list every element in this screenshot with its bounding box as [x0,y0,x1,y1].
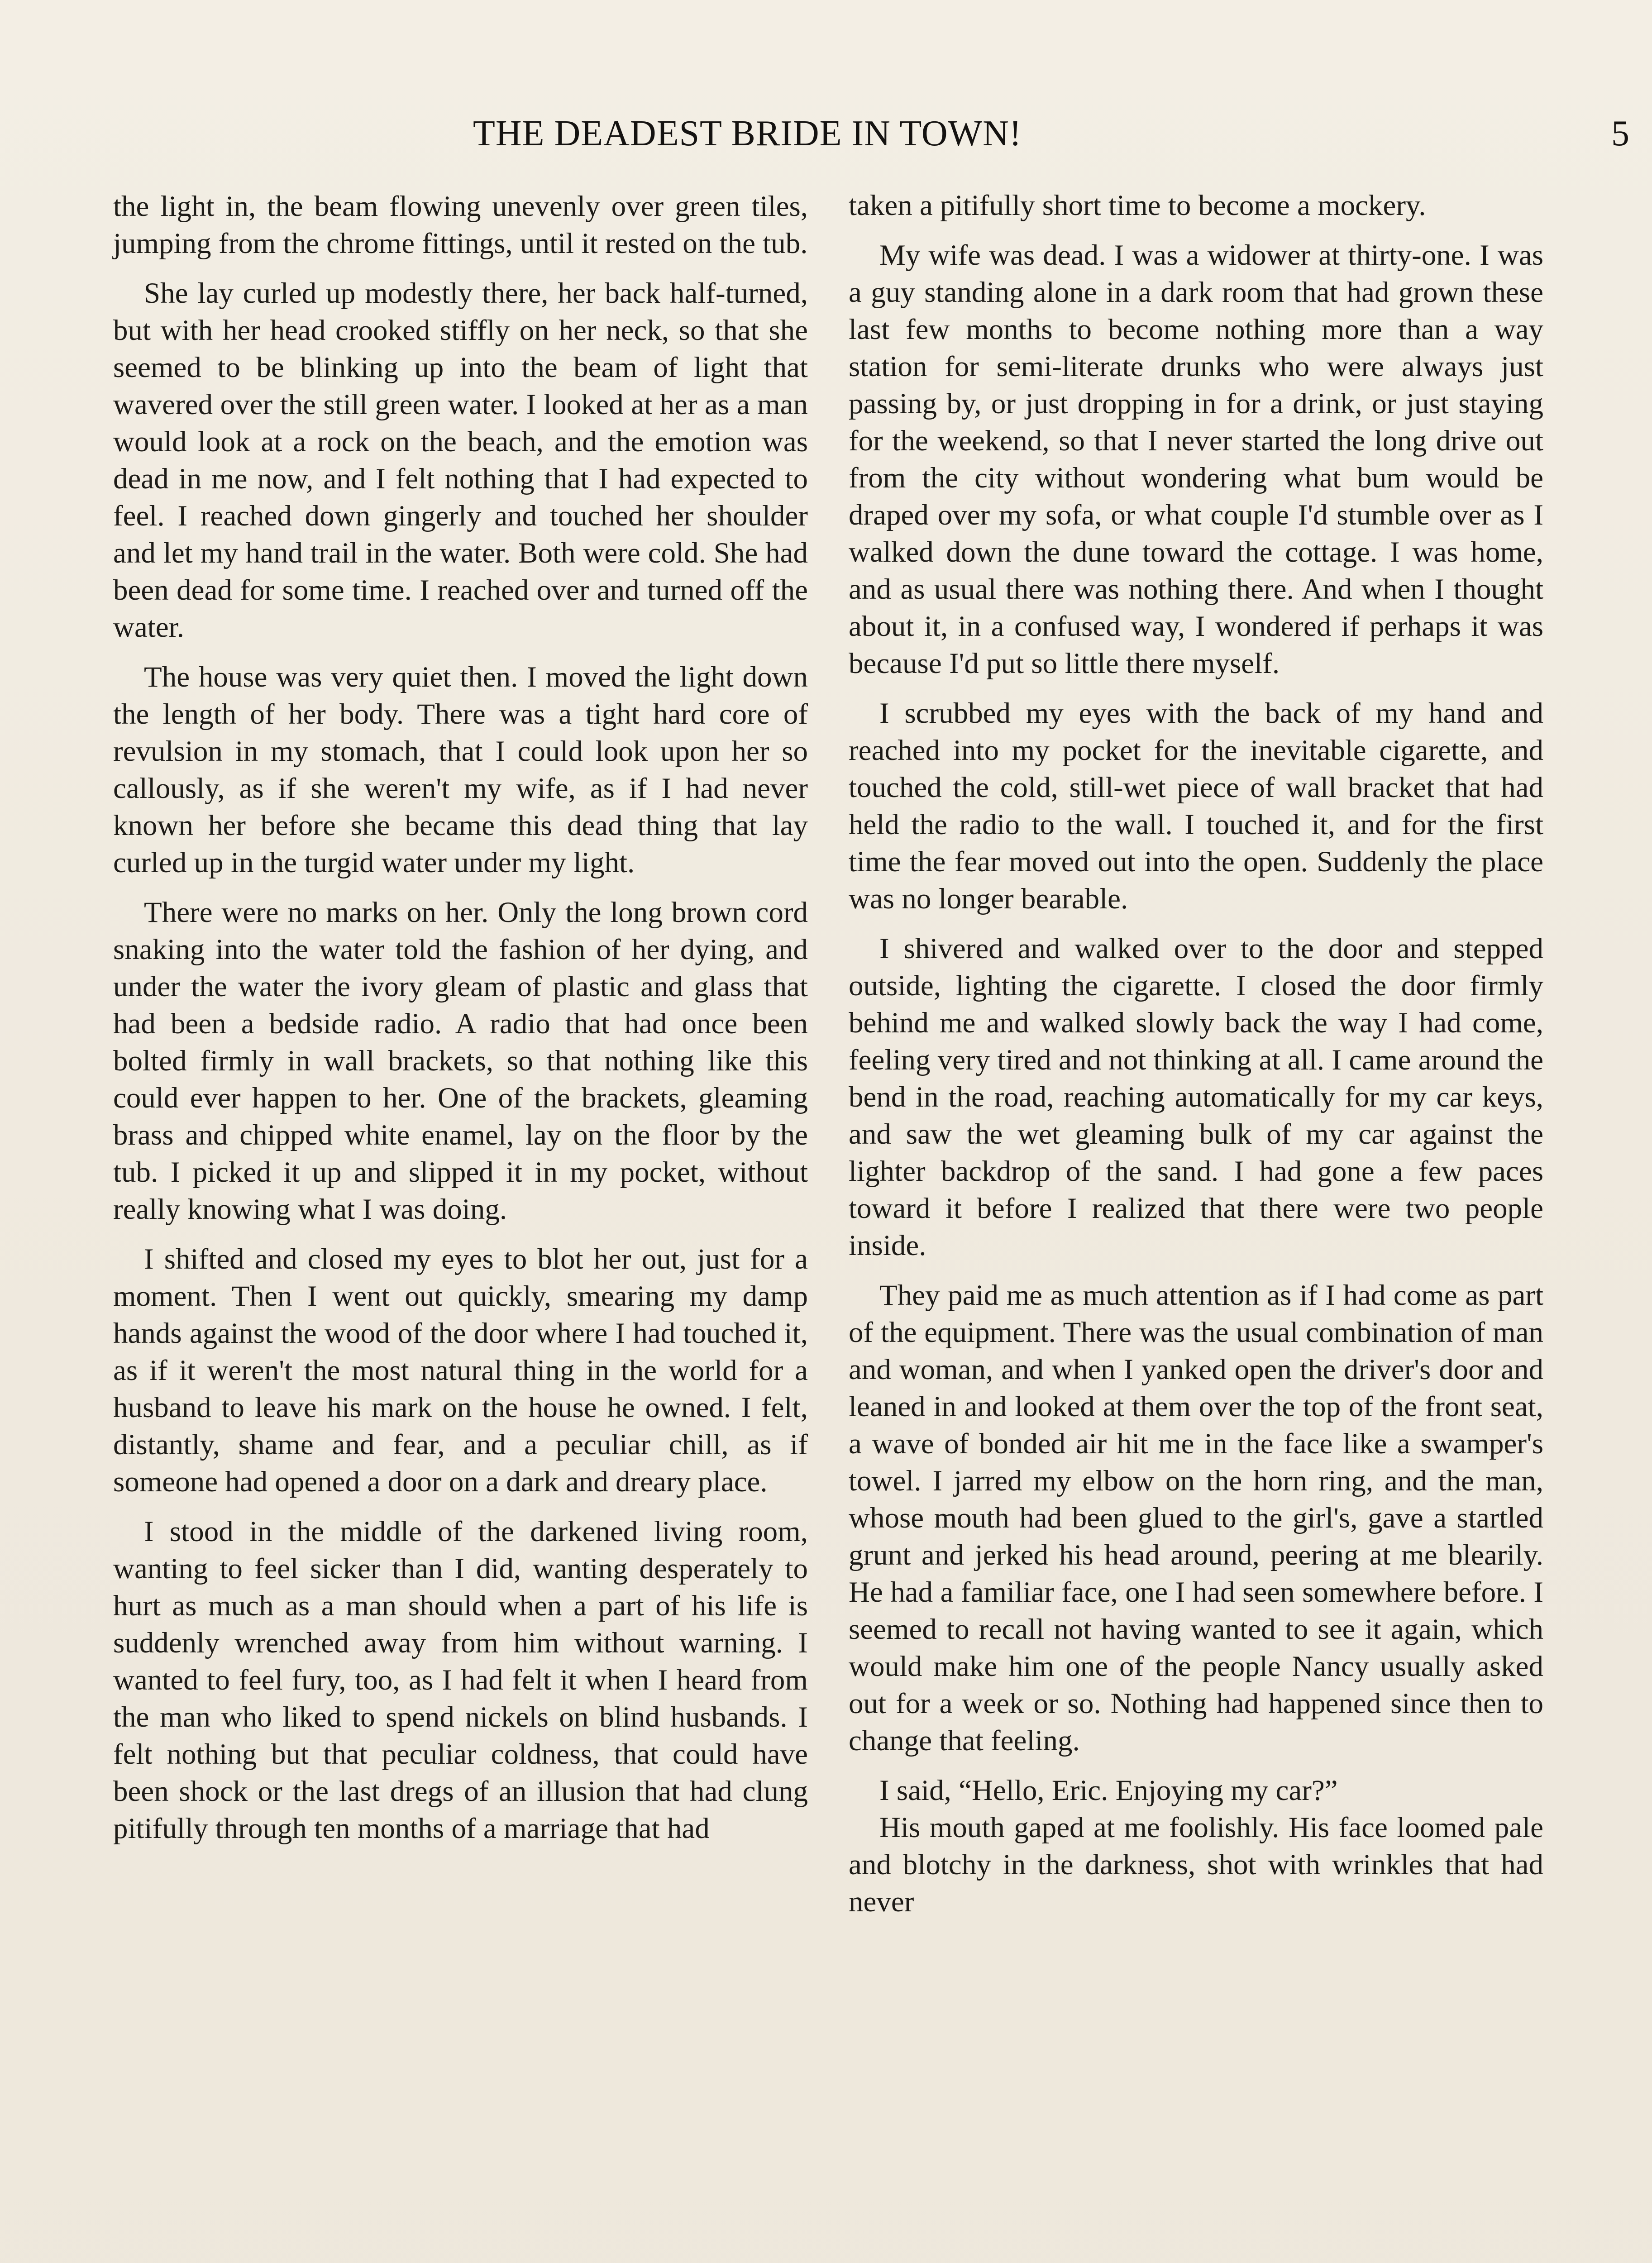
page-header [453,113,1638,167]
paragraph: My wife was dead. I was a widower at thirty-one. I was a guy standing alone in a dark room that had grown these last few months to become nothing more than a way station for semi-literate drunks who were always just passing by, or just dropping in for a drink, or just staying for the weekend, so that I never started the long drive out from the city without wondering what bum would be draped over my sofa, or what couple I'd stumble over as I walked down the dune toward the cottage. I was home, and as usual there was nothing there. And when I thought about it, in a confused way, I wondered if perhaps it was because I'd put so little there myself. [849,239,1543,680]
paragraph: taken a pitifully short time to become a mockery. [849,189,1426,222]
paragraph: I shifted and closed my eyes to blot her out, just for a moment. Then I went out quickly, smearing my damp hands against the wood of the door where I had touched it, as if it weren't the most natural thing in the world for a husband to leave his mark on the house he owned. I felt, distantly, shame and fear, and a peculiar chill, as if someone had opened a door on a dark and dreary place. [113,1243,808,1498]
paragraph: I scrubbed my eyes with the back of my hand and reached into my pocket for the inevitable cigarette, and touched the cold, still-wet piece of wall bracket that had held the radio to the wall. I touched it, and for the first time the fear moved out into the open. Suddenly the place was no longer bearable. [849,697,1543,915]
paragraph: They paid me as much attention as if I had come as part of the equipment. There was the usual combination of man and woman, and when I yanked open the driver's door and leaned in and looked at them over the top of the front seat, a wave of bonded air hit me in the face like a swamper's towel. I jarred my elbow on the horn ring, and the man, whose mouth had been glued to the girl's, gave a startled grunt and jerked his head around, peering at me blearily. He had a familiar face, one I had seen somewhere before. I seemed to recall not having wanted to see it again, which would make him one of the people Nancy usually asked out for a week or so. Nothing had happened since then to change that feeling. [849,1279,1543,1757]
text-column-left [113,188,808,1860]
paragraph: I stood in the middle of the darkened living room, wanting to feel sicker than I did, wanting desperately to hurt as much as a man should when a part of his life is suddenly wrenched away from him without warning. I wanted to feel fury, too, as I had felt it when I heard from the man who liked to spend nickels on blind husbands. I felt nothing but that peculiar coldness, that could have been shock or the last dregs of an illusion that had clung pitifully through ten months of a marriage that had [113,1515,808,1845]
paragraph: I said, “Hello, Eric. Enjoying my car?” [879,1774,1338,1807]
text-column-right [849,187,1543,1933]
paragraph: There were no marks on her. Only the long brown cord snaking into the water told the fashion of her dying, and under the water the ivory gleam of plastic and glass that had been a bedside radio. A radio that had once been bolted firmly in wall brackets, so that nothing like this could ever happen to her. One of the brackets, gleaming brass and chipped white enamel, lay on the floor by the tub. I picked it up and slipped it in my pocket, without really knowing what I was doing. [113,896,808,1226]
paragraph: His mouth gaped at me foolishly. His face loomed pale and blotchy in the darkness, shot with wrinkles that had never [849,1811,1543,1918]
paragraph: The house was very quiet then. I moved the light down the length of her body. There was a tight hard core of revulsion in my stomach, that I could look upon her so callously, as if she weren't my wife, as if I had never known her before she became this dead thing that lay curled up in the turgid water under my light. [113,661,808,879]
running-title: THE DEADEST BRIDE IN TOWN! [473,114,1022,153]
page-number: 5 [1611,114,1629,153]
paragraph: She lay curled up modestly there, her back half-turned, but with her head crooked stiffly on her neck, so that she seemed to be blinking up into the beam of light that wavered over the still green water. I looked at her as a man would look at a rock on the beach, and the emotion was dead in me now, and I felt nothing that I had expected to feel. I reached down gingerly and touched her shoulder and let my hand trail in the water. Both were cold. She had been dead for some time. I reached over and turned off the water. [113,277,808,644]
paragraph: the light in, the beam flowing unevenly over green tiles, jumping from the chrome fittings, until it rested on the tub. [113,190,808,260]
paragraph: I shivered and walked over to the door and stepped outside, lighting the cigarette. I closed the door firmly behind me and walked slowly back the way I had come, feeling very tired and not thinking at all. I came around the bend in the road, reaching automatically for my car keys, and saw the wet gleaming bulk of my car against the lighter backdrop of the sand. I had gone a few paces toward it before I realized that there were two people inside. [849,932,1543,1262]
